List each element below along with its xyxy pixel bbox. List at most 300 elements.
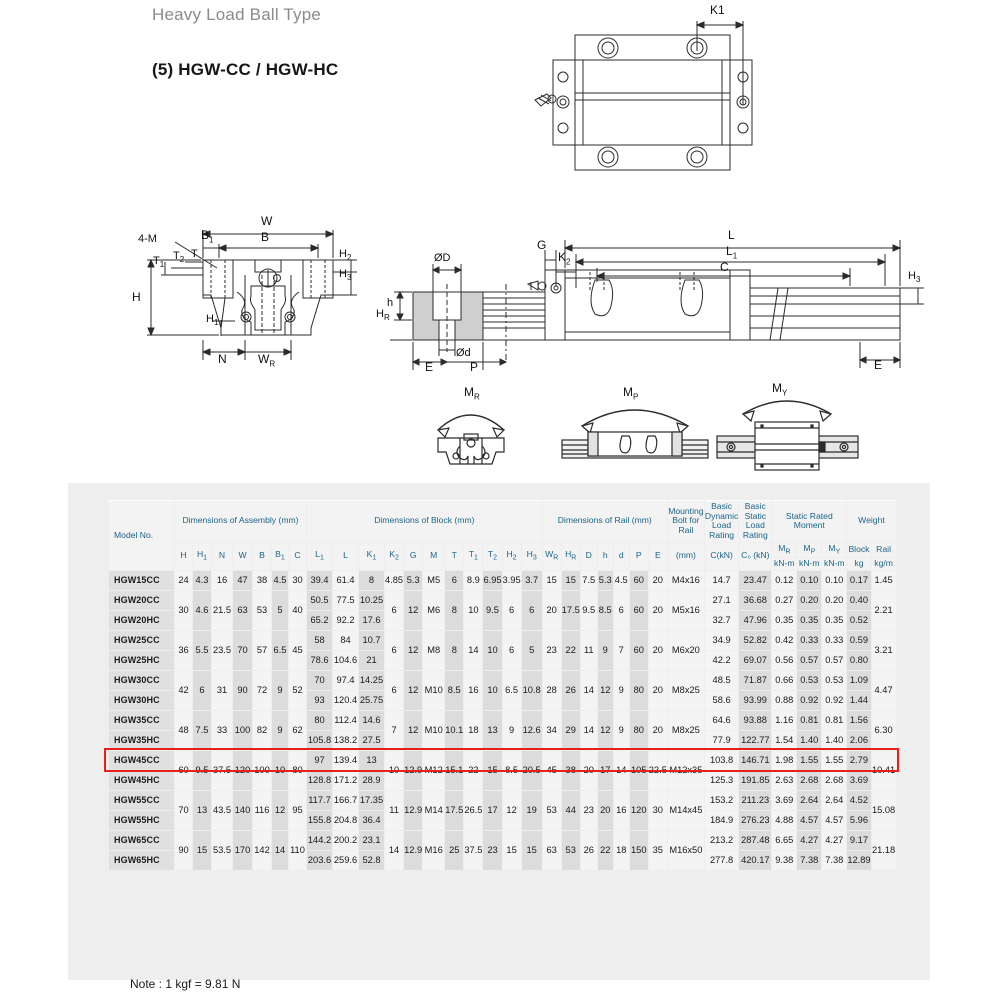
cell-mp: 7.38 (797, 850, 822, 870)
cell-k2: 11 (385, 790, 404, 830)
cell-wrail: 15.08 (871, 790, 896, 830)
cell-t2: 9.5 (483, 590, 502, 630)
cell-h: 70 (175, 790, 193, 830)
cell-wblock: 0.80 (847, 650, 871, 670)
cell-hr: 22 (561, 630, 580, 670)
cell-h1: 9.5 (193, 750, 212, 790)
cell-hr: 29 (561, 710, 580, 750)
cell-g: 5.3 (404, 570, 423, 590)
dim-label-h2: $H_2$ (339, 248, 352, 263)
cell-c_kn: 153.2 (704, 790, 738, 810)
col-header-e: E (648, 542, 667, 570)
cell-wrail: 6.30 (871, 710, 896, 750)
cell-w: 170 (233, 830, 253, 870)
cell-c: 30 (289, 570, 307, 590)
model-cell: HGW55HC (109, 810, 175, 830)
cell-my: 0.33 (822, 630, 847, 650)
cell-p: 80 (629, 710, 648, 750)
cell-c0_kn: 287.48 (739, 830, 772, 850)
cell-bolt: M5x16 (667, 590, 704, 630)
col-header-my: $M_Y$ (822, 542, 847, 558)
cell-c_kn: 48.5 (704, 670, 738, 690)
model-cell: HGW25HC (109, 650, 175, 670)
cell-l1: 144.2 (307, 830, 333, 850)
col-header-p: P (629, 542, 648, 570)
cell-p: 60 (629, 630, 648, 670)
cell-h3: 20.5 (521, 750, 542, 790)
col-header-c_kn: C(kN) (704, 542, 738, 570)
cell-c_kn: 184.9 (704, 810, 738, 830)
cell-n: 21.5 (212, 590, 233, 630)
col-header-g: G (404, 542, 423, 570)
drawing-side-view (376, 192, 950, 377)
dim-label-h: H (132, 290, 141, 304)
table-row (109, 670, 897, 690)
cell-l: 112.4 (333, 710, 359, 730)
cell-hr: 44 (561, 790, 580, 830)
cell-l1: 50.5 (307, 590, 333, 610)
cell-l: 139.4 (333, 750, 359, 770)
col-header-wr: $W_R$ (542, 542, 561, 570)
cell-k1: 8 (359, 570, 385, 590)
cell-hr: 38 (561, 750, 580, 790)
cell-k1: 17.6 (359, 610, 385, 630)
cell-h: 5.3 (597, 570, 613, 590)
cell-wblock: 0.59 (847, 630, 871, 650)
cell-m: M10 (423, 710, 445, 750)
cell-wrail: 3.21 (871, 630, 896, 670)
cell-d: 6 (613, 590, 629, 630)
cell-n: 23.5 (212, 630, 233, 670)
drawing-block-top-view (525, 5, 785, 180)
cell-c: 80 (289, 750, 307, 790)
cell-l1: 203.6 (307, 850, 333, 870)
cell-my: 4.27 (822, 830, 847, 850)
cell-e: 20 (648, 570, 667, 590)
cell-c0_kn: 122.77 (739, 730, 772, 750)
cell-c_kn: 27.1 (704, 590, 738, 610)
cell-bolt: M8x25 (667, 710, 704, 750)
cell-l1: 70 (307, 670, 333, 690)
cell-b1: 12 (272, 790, 289, 830)
cell-l: 61.4 (333, 570, 359, 590)
cell-d: 9 (613, 670, 629, 710)
cell-l1: 117.7 (307, 790, 333, 810)
dim-label-h-small: h (387, 297, 394, 309)
cell-mr: 9.38 (772, 850, 797, 870)
cell-wr: 63 (542, 830, 561, 870)
cell-b1: 10 (272, 750, 289, 790)
dim-label-wr: $W_R$ (258, 352, 276, 369)
cell-mp: 0.57 (797, 650, 822, 670)
cell-c0_kn: 23.47 (739, 570, 772, 590)
col-unit-mp: kN-m (797, 558, 822, 571)
table-row (109, 830, 897, 850)
cell-mr: 0.56 (772, 650, 797, 670)
cell-l: 259.6 (333, 850, 359, 870)
cell-b1: 4.5 (272, 570, 289, 590)
moment-label-my: $M_Y$ (772, 381, 788, 398)
cell-bolt: M16x50 (667, 830, 704, 870)
col-header-model: Model No. (109, 501, 175, 571)
cell-l: 138.2 (333, 730, 359, 750)
model-cell: HGW15CC (109, 570, 175, 590)
table-row (109, 750, 897, 770)
cell-t1: 37.5 (464, 830, 483, 870)
dim-label-c: C (720, 260, 729, 274)
cell-b: 57 (253, 630, 272, 670)
cell-my: 2.68 (822, 770, 847, 790)
table-row (109, 570, 897, 590)
dim-label-k1: K1 (710, 3, 725, 17)
cell-h2: 12 (502, 790, 521, 830)
cell-b1: 9 (272, 670, 289, 710)
cell-c: 40 (289, 590, 307, 630)
cell-d: 20 (580, 750, 597, 790)
cell-mr: 1.98 (772, 750, 797, 770)
cell-wrail: 10.41 (871, 750, 896, 790)
cell-b: 72 (253, 670, 272, 710)
col-header-d: d (613, 542, 629, 570)
cell-e: 20 (648, 630, 667, 670)
model-cell: HGW20CC (109, 590, 175, 610)
cell-c_kn: 42.2 (704, 650, 738, 670)
cell-mp: 0.81 (797, 710, 822, 730)
cell-mr: 0.88 (772, 690, 797, 710)
cell-h: 20 (597, 790, 613, 830)
cell-h1: 5.5 (193, 630, 212, 670)
dim-label-4m: 4-M (138, 233, 157, 245)
model-cell: HGW35CC (109, 710, 175, 730)
model-cell: HGW20HC (109, 610, 175, 630)
cell-wblock: 1.09 (847, 670, 871, 690)
cell-c0_kn: 52.82 (739, 630, 772, 650)
cell-c0_kn: 420.17 (739, 850, 772, 870)
cell-k2: 10 (385, 750, 404, 790)
cell-h2: 6 (502, 590, 521, 630)
col-header-t2: $T_2$ (483, 542, 502, 570)
cell-my: 0.92 (822, 690, 847, 710)
model-cell: HGW55CC (109, 790, 175, 810)
cell-bolt: M6x20 (667, 630, 704, 670)
cell-wr: 15 (542, 570, 561, 590)
cell-d: 9 (613, 710, 629, 750)
cell-l1: 80 (307, 710, 333, 730)
cell-m: M10 (423, 670, 445, 710)
col-unit-wrail: kg/m (871, 558, 896, 571)
cell-c0_kn: 93.88 (739, 710, 772, 730)
cell-wr: 28 (542, 670, 561, 710)
cell-g: 12 (404, 670, 423, 710)
cell-my: 7.38 (822, 850, 847, 870)
cell-k1: 25.75 (359, 690, 385, 710)
cell-g: 12.9 (404, 790, 423, 830)
col-header-t: T (445, 542, 464, 570)
cell-t2: 17 (483, 790, 502, 830)
cell-h: 48 (175, 710, 193, 750)
cell-k1: 36.4 (359, 810, 385, 830)
cell-h1: 4.6 (193, 590, 212, 630)
dim-label-diameter-d: Ød (456, 347, 471, 359)
cell-l: 104.6 (333, 650, 359, 670)
cell-mp: 1.55 (797, 750, 822, 770)
cell-l1: 65.2 (307, 610, 333, 630)
cell-c_kn: 14.7 (704, 570, 738, 590)
cell-n: 33 (212, 710, 233, 750)
cell-mr: 1.54 (772, 730, 797, 750)
cell-my: 0.35 (822, 610, 847, 630)
col-header-h: h (597, 542, 613, 570)
cell-wrail: 4.47 (871, 670, 896, 710)
cell-m: M12 (423, 750, 445, 790)
cell-b1: 5 (272, 590, 289, 630)
cell-mp: 4.57 (797, 810, 822, 830)
cell-e: 20 (648, 590, 667, 630)
table-note: Note : 1 kgf = 9.81 N (130, 977, 241, 991)
cell-d: 7 (613, 630, 629, 670)
cell-mp: 2.64 (797, 790, 822, 810)
cell-l: 120.4 (333, 690, 359, 710)
cell-d: 14 (613, 750, 629, 790)
cell-p: 120 (629, 790, 648, 830)
cell-p: 60 (629, 570, 648, 590)
col-header-k2: $K_2$ (385, 542, 404, 570)
cell-t: 8.5 (445, 670, 464, 710)
cell-k1: 14.6 (359, 710, 385, 730)
cell-h3: 15 (521, 830, 542, 870)
cell-c: 95 (289, 790, 307, 830)
col-header-wblock: Block (847, 542, 871, 558)
cell-w: 47 (233, 570, 253, 590)
col-group-rail: Dimensions of Rail (mm) (542, 501, 667, 543)
dim-label-t1: $T_1$ (153, 255, 165, 270)
col-header-wrail: Rail (871, 542, 896, 558)
cell-b: 100 (253, 750, 272, 790)
col-header-h: H (175, 542, 193, 570)
cell-h1: 4.3 (193, 570, 212, 590)
table-row (109, 710, 897, 730)
cell-c_kn: 64.6 (704, 710, 738, 730)
col-group-block: Dimensions of Block (mm) (307, 501, 543, 543)
cell-c0_kn: 69.07 (739, 650, 772, 670)
cell-w: 120 (233, 750, 253, 790)
cell-mp: 0.20 (797, 590, 822, 610)
cell-h: 30 (175, 590, 193, 630)
cell-wblock: 12.89 (847, 850, 871, 870)
cell-wblock: 1.56 (847, 710, 871, 730)
cell-mr: 2.63 (772, 770, 797, 790)
cell-w: 70 (233, 630, 253, 670)
col-header-mp: $M_P$ (797, 542, 822, 558)
col-group-mounting-bolt: Mounting Bolt for Rail (667, 501, 704, 543)
cell-w: 63 (233, 590, 253, 630)
cell-wblock: 0.40 (847, 590, 871, 610)
cell-t: 8 (445, 630, 464, 670)
cell-k2: 7 (385, 710, 404, 750)
col-header-h2: $H_2$ (502, 542, 521, 570)
drawing-cross-section (125, 200, 370, 375)
cell-h: 12 (597, 670, 613, 710)
col-header-h1: $H_1$ (193, 542, 212, 570)
cell-h1: 15 (193, 830, 212, 870)
col-group-basic-static: Basic Static Load Rating (739, 501, 772, 543)
col-unit-wblock: kg (847, 558, 871, 571)
cell-mr: 0.66 (772, 670, 797, 690)
col-header-c0_kn: C₀ (kN) (739, 542, 772, 570)
cell-mr: 1.16 (772, 710, 797, 730)
cell-c_kn: 125.3 (704, 770, 738, 790)
cell-h1: 7.5 (193, 710, 212, 750)
cell-c: 45 (289, 630, 307, 670)
cell-k2: 6 (385, 670, 404, 710)
dim-label-l1: $L_1$ (726, 244, 738, 261)
cell-b: 38 (253, 570, 272, 590)
dim-label-e-left: E (425, 360, 434, 374)
col-group-weight: Weight (847, 501, 896, 543)
dim-label-h3-right: $H_3$ (908, 270, 921, 285)
cell-h2: 3.95 (502, 570, 521, 590)
cell-c: 62 (289, 710, 307, 750)
col-header-hr: $H_R$ (561, 542, 580, 570)
cell-c_kn: 103.8 (704, 750, 738, 770)
col-header-d: D (580, 542, 597, 570)
col-header-c: C (289, 542, 307, 570)
col-unit-my: kN-m (822, 558, 847, 571)
cell-h: 8.5 (597, 590, 613, 630)
cell-l1: 78.6 (307, 650, 333, 670)
cell-h3: 10.8 (521, 670, 542, 710)
table-row (109, 790, 897, 810)
model-cell: HGW35HC (109, 730, 175, 750)
col-header-b1: $B_1$ (272, 542, 289, 570)
cell-w: 140 (233, 790, 253, 830)
cell-mp: 0.53 (797, 670, 822, 690)
page-title: (5) HGW-CC / HGW-HC (152, 60, 339, 79)
dim-label-hr: $H_R$ (376, 308, 390, 323)
cell-d: 9.5 (580, 590, 597, 630)
cell-l: 92.2 (333, 610, 359, 630)
cell-n: 31 (212, 670, 233, 710)
cell-c_kn: 277.8 (704, 850, 738, 870)
cell-mp: 0.33 (797, 630, 822, 650)
cell-mp: 4.27 (797, 830, 822, 850)
cell-l: 77.5 (333, 590, 359, 610)
cell-t2: 6.95 (483, 570, 502, 590)
cell-hr: 53 (561, 830, 580, 870)
cell-my: 0.20 (822, 590, 847, 610)
cell-c0_kn: 211.23 (739, 790, 772, 810)
cell-k1: 14.25 (359, 670, 385, 690)
cell-t2: 10 (483, 630, 502, 670)
dim-label-g: G (537, 238, 547, 252)
cell-m: M14 (423, 790, 445, 830)
col-unit-mr: kN-m (772, 558, 797, 571)
cell-h1: 6 (193, 670, 212, 710)
cell-g: 12 (404, 630, 423, 670)
cell-mr: 6.65 (772, 830, 797, 850)
cell-wr: 53 (542, 790, 561, 830)
cell-bolt: M14x45 (667, 790, 704, 830)
col-header-l: L (333, 542, 359, 570)
dim-label-b1: $B_1$ (201, 228, 214, 245)
cell-wblock: 2.79 (847, 750, 871, 770)
cell-h: 60 (175, 750, 193, 790)
cell-c_kn: 213.2 (704, 830, 738, 850)
cell-my: 1.40 (822, 730, 847, 750)
cell-wblock: 3.69 (847, 770, 871, 790)
cell-h2: 6.5 (502, 670, 521, 710)
cell-my: 0.53 (822, 670, 847, 690)
cell-h3: 6 (521, 590, 542, 630)
page-subtitle: Heavy Load Ball Type (152, 5, 322, 24)
cell-d: 18 (613, 830, 629, 870)
cell-l: 204.8 (333, 810, 359, 830)
cell-k2: 4.85 (385, 570, 404, 590)
cell-c: 52 (289, 670, 307, 710)
dim-label-n: N (218, 352, 227, 366)
cell-d: 11 (580, 630, 597, 670)
cell-d: 16 (613, 790, 629, 830)
col-header-t1: $T_1$ (464, 542, 483, 570)
cell-l1: 128.8 (307, 770, 333, 790)
col-header-mr: $M_R$ (772, 542, 797, 558)
cell-mp: 1.40 (797, 730, 822, 750)
dim-label-w: W (261, 214, 273, 228)
cell-h2: 9 (502, 710, 521, 750)
cell-h: 24 (175, 570, 193, 590)
col-header-h3: $H_3$ (521, 542, 542, 570)
cell-wr: 34 (542, 710, 561, 750)
model-cell: HGW65HC (109, 850, 175, 870)
cell-mr: 3.69 (772, 790, 797, 810)
model-cell: HGW30CC (109, 670, 175, 690)
cell-l: 97.4 (333, 670, 359, 690)
col-header-k1: $K_1$ (359, 542, 385, 570)
cell-n: 37.5 (212, 750, 233, 790)
cell-t: 15.1 (445, 750, 464, 790)
cell-k1: 10.25 (359, 590, 385, 610)
cell-h3: 19 (521, 790, 542, 830)
cell-t: 8 (445, 590, 464, 630)
model-cell: HGW65CC (109, 830, 175, 850)
cell-bolt: M12x35 (667, 750, 704, 790)
cell-e: 22.5 (648, 750, 667, 790)
cell-mp: 0.10 (797, 570, 822, 590)
cell-n: 16 (212, 570, 233, 590)
cell-c_kn: 32.7 (704, 610, 738, 630)
cell-t: 17.5 (445, 790, 464, 830)
model-cell: HGW45HC (109, 770, 175, 790)
cell-h: 12 (597, 710, 613, 750)
cell-g: 12.9 (404, 830, 423, 870)
cell-d: 7.5 (580, 570, 597, 590)
cell-t1: 26.5 (464, 790, 483, 830)
cell-c_kn: 58.6 (704, 690, 738, 710)
cell-c0_kn: 146.71 (739, 750, 772, 770)
col-header-bolt: (mm) (667, 542, 704, 570)
cell-l: 200.2 (333, 830, 359, 850)
cell-k1: 23.1 (359, 830, 385, 850)
cell-c0_kn: 47.96 (739, 610, 772, 630)
dim-label-h1: $H_1$ (206, 313, 219, 328)
cell-wrail: 21.18 (871, 830, 896, 870)
cell-mr: 0.27 (772, 590, 797, 610)
cell-c: 110 (289, 830, 307, 870)
cell-my: 0.10 (822, 570, 847, 590)
dim-label-t: T (191, 248, 198, 260)
cell-h3: 5 (521, 630, 542, 670)
cell-n: 53.5 (212, 830, 233, 870)
